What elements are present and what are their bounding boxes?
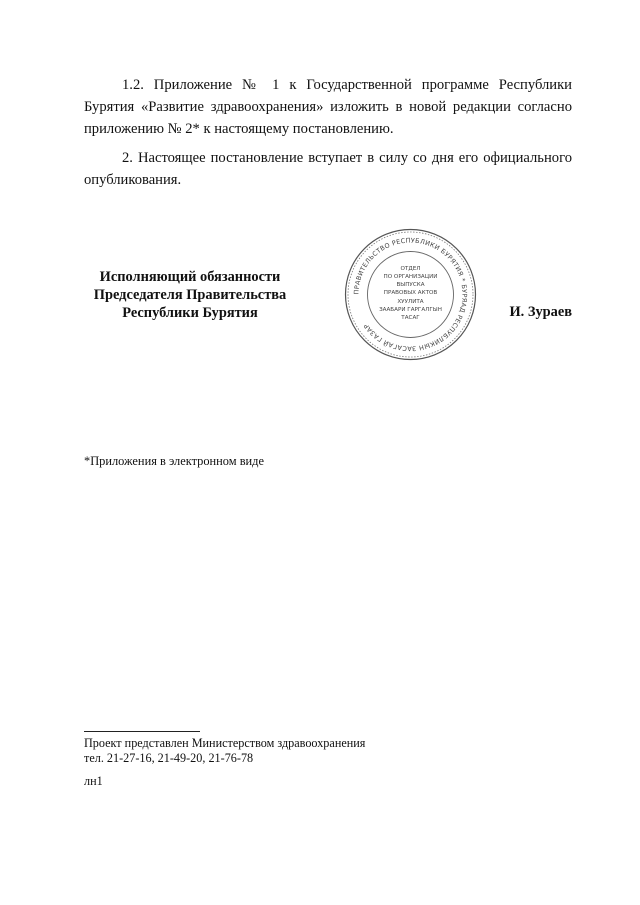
- footnote-prepared-by: Проект представлен Министерством здравоохранения: [84, 736, 366, 750]
- attachments-note: *Приложения в электронном виде: [84, 454, 264, 468]
- signatory-title: [80, 268, 300, 322]
- signatory-title-line-3: Республики Бурятия: [122, 305, 258, 321]
- footnote-initials: лн1: [84, 774, 103, 788]
- seal-inner-line-7: ТАСАГ: [401, 315, 420, 321]
- seal-inner-line-3: ВЫПУСКА: [396, 282, 425, 288]
- signatory-name: И. Зураев: [509, 304, 572, 320]
- seal-inner-line-5: ХУУЛИТА: [397, 299, 424, 305]
- seal-inner-line-2: ПО ОРГАНИЗАЦИИ: [383, 274, 438, 280]
- footnote: [84, 736, 365, 789]
- paragraph-effective-date: 2. Настоящее постановление вступает в силу со дня его официального опубликования.: [84, 150, 572, 188]
- paragraph-appendix-amendment: 1.2. Приложение № 1 к Государственной программе Республики Бурятия «Развитие здравоохранения» изложить в новой редакции согласно приложению № 2* к настоящему постановлению.: [84, 77, 572, 137]
- seal-inner-line-6: ЗААБАРИ ГАРГАЛГЫН: [379, 307, 442, 313]
- signatory-title-line-1: Исполняющий обязанности: [99, 269, 281, 285]
- signatory-title-line-2: Председателя Правительства: [93, 287, 287, 303]
- seal-inner-line-1: ОТДЕЛ: [400, 266, 421, 272]
- footnote-phones: тел. 21-27-16, 21-49-20, 21-76-78: [84, 751, 254, 765]
- seal-ring-text: ПРАВИТЕЛЬСТВО РЕСПУБЛИКИ БУРЯТИЯ * БУРЯАД РЕСПУБЛИКЫН ЗАСАГАЙ ГАЗАР: [352, 236, 469, 353]
- footnote-divider: [84, 731, 200, 732]
- official-seal-stamp: [343, 227, 478, 362]
- seal-inner-line-4: ПРАВОВЫХ АКТОВ: [383, 290, 438, 296]
